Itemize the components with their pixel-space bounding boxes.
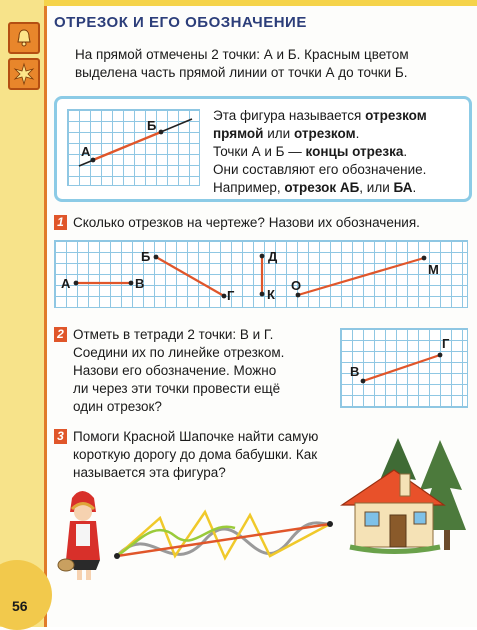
little-red-riding-hood-illustration bbox=[58, 491, 100, 580]
point-label-a: А bbox=[81, 144, 91, 159]
definition-text: Например, bbox=[213, 180, 285, 195]
task-1-label-d: Д bbox=[268, 249, 278, 264]
task-3-line-3: называется эта фигура? bbox=[73, 465, 226, 480]
task-2-text: Отметь в тетради 2 точки: В и Г. bbox=[73, 327, 274, 342]
definition-text: Точки А и Б — bbox=[213, 144, 306, 159]
page-title: ОТРЕЗОК И ЕГО ОБОЗНАЧЕНИЕ bbox=[54, 14, 307, 31]
task-2-line-3: Назови его обозначение. Можно bbox=[73, 363, 277, 378]
task-number-badge: 1 bbox=[54, 215, 67, 230]
definition-term: прямой bbox=[213, 126, 264, 141]
task-1-label-a: А bbox=[61, 276, 71, 291]
task-1-label-b: Б bbox=[141, 249, 151, 264]
definition-line-4: Они составляют его обозначение. bbox=[213, 162, 427, 177]
task-2-line-4: ли через эти точки провести ещё bbox=[73, 381, 281, 396]
task-number-badge: 3 bbox=[54, 429, 67, 444]
point-label-b: Б bbox=[147, 118, 157, 133]
task-3-line-2: короткую дорогу до дома бабушки. Как bbox=[73, 447, 318, 462]
definition-text: . bbox=[355, 126, 360, 141]
page-number: 56 bbox=[12, 598, 28, 614]
task-1-label-g: Г bbox=[227, 288, 235, 303]
definition-text: Эта фигура называется bbox=[213, 108, 366, 123]
definition-term: отрезком bbox=[293, 126, 356, 141]
task-1-label-o: О bbox=[291, 278, 302, 293]
task-2-line-5: один отрезок? bbox=[73, 399, 162, 414]
task-2-label-v: В bbox=[350, 364, 360, 379]
task-number-badge: 2 bbox=[54, 327, 67, 342]
task-3-text: Помоги Красной Шапочке найти самую bbox=[73, 429, 319, 444]
task-1-label-k: К bbox=[267, 287, 275, 302]
definition-text: , или bbox=[359, 180, 394, 195]
intro-line-2: выделена часть прямой линии от точки А до точки Б. bbox=[75, 65, 408, 80]
task-2-label-g: Г bbox=[442, 336, 450, 351]
definition-text: или bbox=[263, 126, 294, 141]
task-2-line-2: Соедини их по линейке отрезком. bbox=[73, 345, 285, 360]
definition-term: концы отрезка bbox=[305, 144, 404, 159]
task-1-label-m: М bbox=[428, 262, 439, 277]
task-1-label-v: В bbox=[135, 276, 145, 291]
definition-text: . bbox=[403, 144, 408, 159]
definition-term: отрезком bbox=[365, 108, 427, 123]
definition-text: . bbox=[412, 180, 417, 195]
definition-term: БА bbox=[393, 180, 413, 195]
intro-line-1: На прямой отмечены 2 точки: А и Б. Красным цветом bbox=[75, 47, 409, 62]
definition-term: отрезок АБ bbox=[284, 180, 360, 195]
task-1-text: Сколько отрезков на чертеже? Назови их обозначения. bbox=[73, 215, 420, 230]
